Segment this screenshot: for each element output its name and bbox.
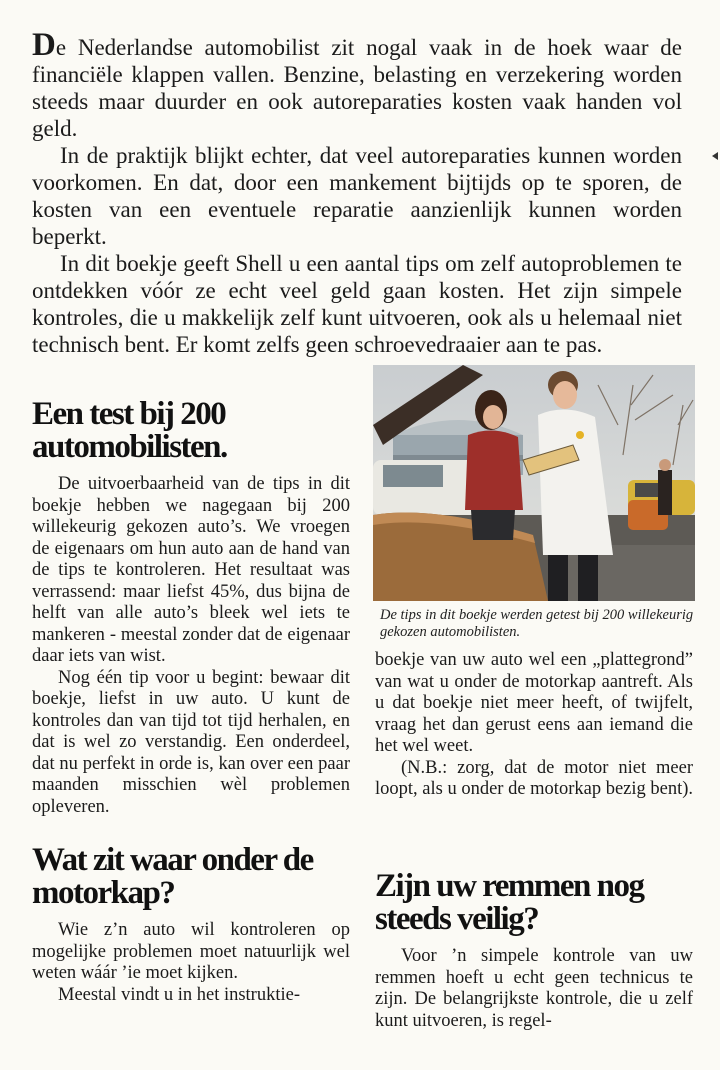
- motorkap-paragraph-1: Wie z’n auto wil kontroleren op mogelijke problemen moet natuurlijk wel weten wáár ’ie moet kijken.: [32, 920, 350, 983]
- motorkap-paragraph-2: Meestal vindt u in het instruktie-: [58, 984, 300, 1005]
- intro-paragraph-2: In de praktijk blijkt echter, dat veel autoreparaties kunnen worden voorkomen. En dat, door een mankement bijtijds op te sporen, de kosten van een eventuele reparatie aanzienlijk kunnen worden beperkt.: [32, 143, 682, 249]
- left-column: [32, 398, 350, 1006]
- intro-paragraph-1: [32, 27, 682, 142]
- remmen-paragraph-1: Voor ’n simpele kontrole van uw remmen hoeft u echt geen technicus te zijn. De belangrijkste kontrole, die u zelf kunt uitvoeren, is regel-: [375, 946, 693, 1031]
- headline-motorkap: Wat zit waar onder de motorkap?: [32, 842, 313, 911]
- headline-remmen: Zijn uw remmen nog steeds veilig?: [375, 868, 644, 937]
- photo-mechanic-and-woman: [373, 365, 695, 601]
- motorkap-note-paragraph: (N.B.: zorg, dat de motor niet meer loopt, als u onder de motorkap bezig bent).: [375, 757, 694, 799]
- right-column-remmen: [375, 870, 693, 1032]
- motorkap-continued-paragraph: boekje van uw auto wel een „plattegrond” van wat u onder de motorkap aantreft. Als u dat boekje niet meer heeft, of twijfelt, vraag het dan gerust eens aan iemand die het wel weet.: [375, 650, 693, 756]
- drop-cap: D: [32, 27, 56, 63]
- test-paragraph-1: De uitvoerbaarheid van de tips in dit boekje hebben we nagegaan bij 200 willekeurig gekozen auto’s. We vroegen de eigenaars om hun auto aan de hand van de tips te kontroleren. Het resultaat was verrassend: maar liefst 45%, dus bijna de helft van alle auto’s bleek wel iets te mankeren - meestal zonder dat de eigenaar daar iets van wist.: [32, 474, 350, 666]
- right-column: [375, 650, 693, 801]
- intro-paragraph-1-text: e Nederlandse automobilist zit nogal vaak in de hoek waar de financiële klappen vallen. Benzine, belasting en verzekering worden steeds maar duurder en ook autoreparaties kosten vaak handen vol geld.: [32, 35, 682, 141]
- intro-text: [32, 27, 682, 358]
- intro-paragraph-3: In dit boekje geeft Shell u een aantal tips om zelf autoproblemen te ontdekken vóór ze echt veel geld gaan kosten. Het zijn simpele kontroles, die u makkelijk zelf kunt uitvoeren, ook als u helemaal niet technisch bent. Er komt zelfs geen schroevedraaier aan te pas.: [32, 251, 682, 357]
- page-edge-mark: [712, 152, 718, 160]
- photo-illustration: [373, 365, 695, 601]
- headline-test: Een test bij 200 automobilisten.: [32, 396, 227, 465]
- photo-caption: De tips in dit boekje werden getest bij 200 willekeurig gekozen automobilisten.: [380, 607, 694, 640]
- test-paragraph-2: Nog één tip voor u begint: bewaar dit boekje, liefst in uw auto. U kunt de kontroles dan van tijd tot tijd herhalen, en dat is wel zo verstandig. Een onderdeel, dat nu perfekt in orde is, kan over een paar maanden misschien wèl problemen opleveren.: [32, 667, 350, 817]
